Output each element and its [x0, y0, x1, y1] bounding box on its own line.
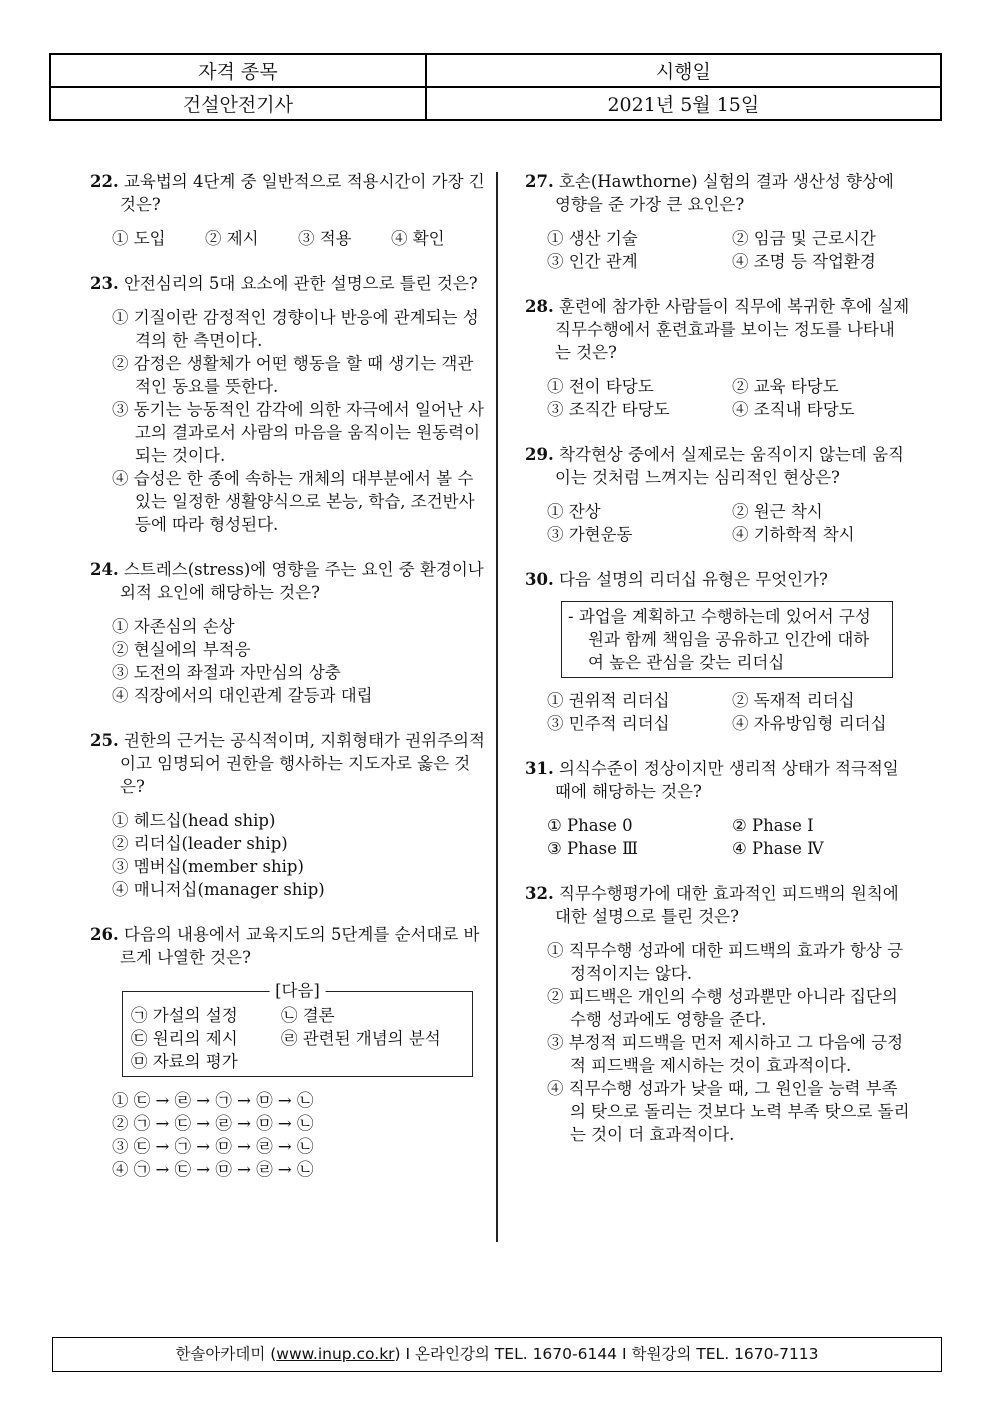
options [525, 500, 910, 546]
option-3[interactable]: ③ Phase Ⅲ [547, 839, 638, 858]
question-text: 31. 의식수준이 정상이지만 생리적 상태가 적극적일 때에 해당하는 것은? [525, 759, 899, 801]
option-4[interactable]: ④ 확인 [391, 229, 445, 248]
question-text: 30. 다음 설명의 리더십 유형은 무엇인가? [525, 570, 828, 589]
options [525, 814, 910, 860]
options [90, 615, 485, 707]
option-4[interactable]: ④ 조명 등 작업환경 [732, 252, 876, 271]
option-2[interactable]: ② ㉠ → ㉢ → ㉣ → ㉤ → ㉡ [112, 1114, 314, 1133]
box-item: ㉢ 원리의 제시 [131, 1029, 238, 1048]
question-text: 32. 직무수행평가에 대한 효과적인 피드백의 원칙에 대한 설명으로 틀린 것은? [525, 884, 899, 926]
option-1[interactable]: ① 헤드십(head ship) [112, 811, 276, 830]
question-27 [525, 170, 910, 273]
question-text: 26. 다음의 내용에서 교육지도의 5단계를 순서대로 바르게 나열한 것은? [90, 925, 480, 967]
option-1[interactable]: ① 도입 [112, 229, 166, 248]
box-label: [다음] [269, 979, 326, 1002]
question-26 [90, 923, 485, 1181]
option-1[interactable]: ① 권위적 리더십 [547, 691, 670, 710]
option-2[interactable]: ② 제시 [205, 229, 259, 248]
box-item: ㉤ 자료의 평가 [131, 1052, 238, 1071]
option-4[interactable]: ④ 직장에서의 대인관계 갈등과 대립 [112, 686, 373, 705]
option-3[interactable]: ③ 도전의 좌절과 자만심의 상충 [112, 663, 341, 682]
option-2[interactable]: ② 현실에의 부적응 [112, 640, 251, 659]
option-3[interactable]: ③ 동기는 능동적인 감각에 의한 자극에서 일어난 사고의 결과로서 사람의 마음을 움직이는 원동력이 되는 것이다. [112, 400, 484, 465]
option-2[interactable]: ② 원근 착시 [732, 502, 823, 521]
options [90, 306, 485, 536]
question-24 [90, 558, 485, 707]
option-4[interactable]: ④ 자유방임형 리더십 [732, 714, 887, 733]
options [90, 227, 485, 250]
header-col-subject-title: 자격 종목 [50, 54, 426, 87]
option-3[interactable]: ③ 가현운동 [547, 525, 633, 544]
options [525, 227, 910, 273]
option-2[interactable]: ② 피드백은 개인의 수행 성과뿐만 아니라 집단의 수행 성과에도 영향을 준다. [547, 987, 898, 1029]
column-divider [496, 172, 498, 1242]
footer-website-link[interactable]: www.inup.co.kr [276, 1345, 395, 1363]
right-column [525, 170, 910, 1168]
box-item: ㉠ 가설의 설정 [131, 1006, 238, 1025]
option-1[interactable]: ① 직무수행 성과에 대한 피드백의 효과가 항상 긍정적이지는 않다. [547, 941, 904, 983]
footer-academy: 한솔아카데미 ( [175, 1345, 277, 1363]
option-1[interactable]: ① 기질이란 감정적인 경향이나 반응에 관계되는 성격의 한 측면이다. [112, 308, 479, 350]
options [525, 939, 910, 1146]
footer-contact: ) Ι 온라인강의 TEL. 1670-6144 Ι 학원강의 TEL. 1670-7113 [394, 1345, 819, 1363]
option-1[interactable]: ① 잔상 [547, 502, 601, 521]
description-box [561, 601, 893, 678]
question-text: 22. 교육법의 4단계 중 일반적으로 적용시간이 가장 긴 것은? [90, 172, 485, 214]
option-4[interactable]: ④ 매니저십(manager ship) [112, 880, 325, 899]
page-footer [52, 1337, 942, 1372]
option-3[interactable]: ③ 조직간 타당도 [547, 400, 670, 419]
option-4[interactable]: ④ Phase Ⅳ [732, 839, 824, 858]
question-text: 29. 착각현상 중에서 실제로는 움직이지 않는데 움직이는 것처럼 느껴지는 심리적인 현상은? [525, 445, 904, 487]
question-text: 23. 안전심리의 5대 요소에 관한 설명으로 틀린 것은? [90, 274, 478, 293]
option-2[interactable]: ② 리더십(leader ship) [112, 834, 288, 853]
option-4[interactable]: ④ 습성은 한 종에 속하는 개체의 대부분에서 볼 수 있는 일정한 생활양식으로 본능, 학습, 조건반사 등에 따라 형성된다. [112, 469, 475, 534]
box-items [131, 1004, 466, 1073]
option-4[interactable]: ④ 기하학적 착시 [732, 525, 855, 544]
option-2[interactable]: ② 감정은 생활체가 어떤 행동을 할 때 생기는 객관적인 동요를 뜻한다. [112, 354, 474, 396]
question-22 [90, 170, 485, 250]
question-29 [525, 443, 910, 546]
left-column [90, 170, 485, 1203]
options [90, 809, 485, 901]
option-2[interactable]: ② 독재적 리더십 [732, 691, 855, 710]
header-date: 2021년 5월 15일 [426, 87, 941, 120]
option-3[interactable]: ③ 멤버십(member ship) [112, 857, 304, 876]
box-item: ㉡ 결론 [281, 1006, 335, 1025]
given-items-box [122, 981, 473, 1077]
option-3[interactable]: ③ ㉢ → ㉠ → ㉤ → ㉣ → ㉡ [112, 1137, 314, 1156]
exam-header-table [49, 53, 942, 121]
option-1[interactable]: ① Phase 0 [547, 816, 633, 835]
option-1[interactable]: ① 생산 기술 [547, 229, 638, 248]
option-1[interactable]: ① 전이 타당도 [547, 377, 654, 396]
option-3[interactable]: ③ 적용 [298, 229, 352, 248]
question-28 [525, 295, 910, 421]
question-text: 28. 훈련에 참가한 사람들이 직무에 복귀한 후에 실제 직무수행에서 훈련효과를 보이는 정도를 나타내는 것은? [525, 297, 910, 362]
question-text: 25. 권한의 근거는 공식적이며, 지휘형태가 권위주의적이고 임명되어 권한을 행사하는 지도자로 옳은 것은? [90, 731, 485, 796]
option-2[interactable]: ② 임금 및 근로시간 [732, 229, 876, 248]
option-4[interactable]: ④ 조직내 타당도 [732, 400, 855, 419]
question-text: 24. 스트레스(stress)에 영향을 주는 요인 중 환경이나 외적 요인에 해당하는 것은? [90, 560, 484, 602]
question-text: 27. 호손(Hawthorne) 실험의 결과 생산성 향상에 영향을 준 가장 큰 요인은? [525, 172, 894, 214]
option-1[interactable]: ① 자존심의 손상 [112, 617, 235, 636]
option-2[interactable]: ② Phase Ⅰ [732, 816, 814, 835]
options [525, 689, 910, 735]
question-23 [90, 272, 485, 536]
header-col-date-title: 시행일 [426, 54, 941, 87]
question-25 [90, 729, 485, 901]
options [90, 1089, 485, 1181]
option-3[interactable]: ③ 민주적 리더십 [547, 714, 670, 733]
description-text: - 과업을 계획하고 수행하는데 있어서 구성원과 함께 책임을 공유하고 인간에 대하여 높은 관심을 갖는 리더십 [568, 607, 871, 672]
option-1[interactable]: ① ㉢ → ㉣ → ㉠ → ㉤ → ㉡ [112, 1091, 314, 1110]
options [525, 375, 910, 421]
question-30 [525, 568, 910, 735]
option-3[interactable]: ③ 부정적 피드백을 먼저 제시하고 그 다음에 긍정적 피드백을 제시하는 것이 효과적이다. [547, 1033, 904, 1075]
option-4[interactable]: ④ 직무수행 성과가 낮을 때, 그 원인을 능력 부족의 탓으로 돌리는 것보다 노력 부족 탓으로 돌리는 것이 더 효과적이다. [547, 1079, 910, 1144]
header-subject: 건설안전기사 [50, 87, 426, 120]
question-32 [525, 882, 910, 1146]
option-3[interactable]: ③ 인간 관계 [547, 252, 638, 271]
question-31 [525, 757, 910, 860]
option-4[interactable]: ④ ㉠ → ㉢ → ㉤ → ㉣ → ㉡ [112, 1160, 314, 1179]
option-2[interactable]: ② 교육 타당도 [732, 377, 839, 396]
box-item: ㉣ 관련된 개념의 분석 [281, 1029, 441, 1048]
